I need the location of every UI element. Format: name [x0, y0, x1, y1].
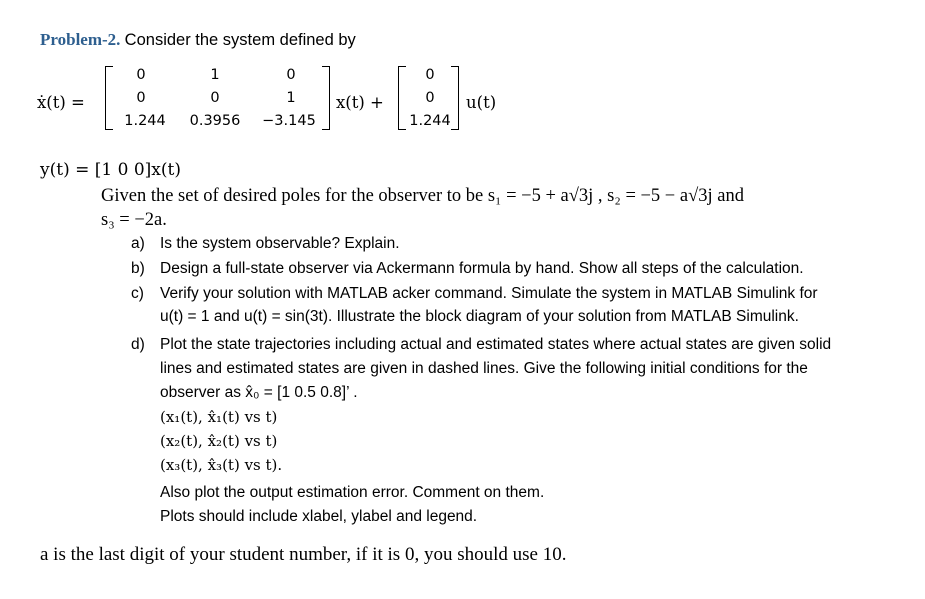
task-text: (x₃(t), x̂₃(t) vs t). [160, 456, 283, 474]
matrix-a-cell: 0 [136, 67, 146, 83]
problem-label: Problem-2. [40, 30, 121, 49]
matrix-a-cell: 0 [210, 90, 220, 106]
matrix-a-cell: 0 [286, 67, 296, 83]
task-text: Is the system observable? Explain. [160, 235, 400, 252]
task-letter: d) [131, 336, 145, 353]
matrix-a-cell: −3.145 [262, 113, 316, 129]
output-equation: y(t) = [1 0 0]x(t) [40, 160, 181, 180]
state-lhs: ẋ(t) = [37, 93, 85, 112]
matrix-a-cell: 1 [210, 67, 220, 83]
task-text: Verify your solution with MATLAB acker command. Simulate the system in MATLAB Simulink for [160, 285, 818, 302]
matrix-b-cell: 0 [425, 90, 435, 106]
matrix-a-cell: 0 [136, 90, 146, 106]
poles-line-2: s₃ = −2a. [101, 210, 167, 230]
task-letter: a) [131, 235, 145, 252]
matrix-b-cell: 1.244 [409, 113, 451, 129]
matrix-a-cell: 1.244 [124, 113, 166, 129]
matrix-a-right-bracket [322, 66, 330, 130]
task-letter: b) [131, 260, 145, 277]
poles-line-1: Given the set of desired poles for the observer to be s₁ = −5 + a√3j , s₂ = −5 − a√3j and [101, 186, 744, 206]
task-text: observer as x̂₀ = [1 0.5 0.8]’ . [160, 384, 358, 401]
matrix-b-right-bracket [451, 66, 459, 130]
task-text: (x₂(t), x̂₂(t) vs t) [160, 432, 278, 450]
task-text: (x₁(t), x̂₁(t) vs t) [160, 408, 278, 426]
task-text: lines and estimated states are given in dashed lines. Give the following initial conditions for the [160, 360, 808, 377]
task-text: Also plot the output estimation error. Comment on them. [160, 484, 545, 501]
state-x-term: x(t) + [336, 93, 384, 112]
state-u-term: u(t) [466, 93, 497, 112]
task-text: Design a full-state observer via Ackermann formula by hand. Show all steps of the calculation. [160, 260, 804, 277]
matrix-a-cell: 0.3956 [189, 113, 241, 129]
task-text: Plot the state trajectories including actual and estimated states where actual states are given solid [160, 336, 832, 353]
matrix-b-cell: 0 [425, 67, 435, 83]
task-text: Plots should include xlabel, ylabel and legend. [160, 508, 478, 525]
problem-intro: Consider the system defined by [124, 31, 356, 49]
problem-heading [40, 30, 356, 50]
footer-note: a is the last digit of your student number, if it is 0, you should use 10. [40, 544, 567, 565]
task-letter: c) [131, 285, 144, 302]
task-text: u(t) = 1 and u(t) = sin(3t). Illustrate the block diagram of your solution from MATLAB Simulink. [160, 308, 799, 325]
matrix-a-cell: 1 [286, 90, 296, 106]
